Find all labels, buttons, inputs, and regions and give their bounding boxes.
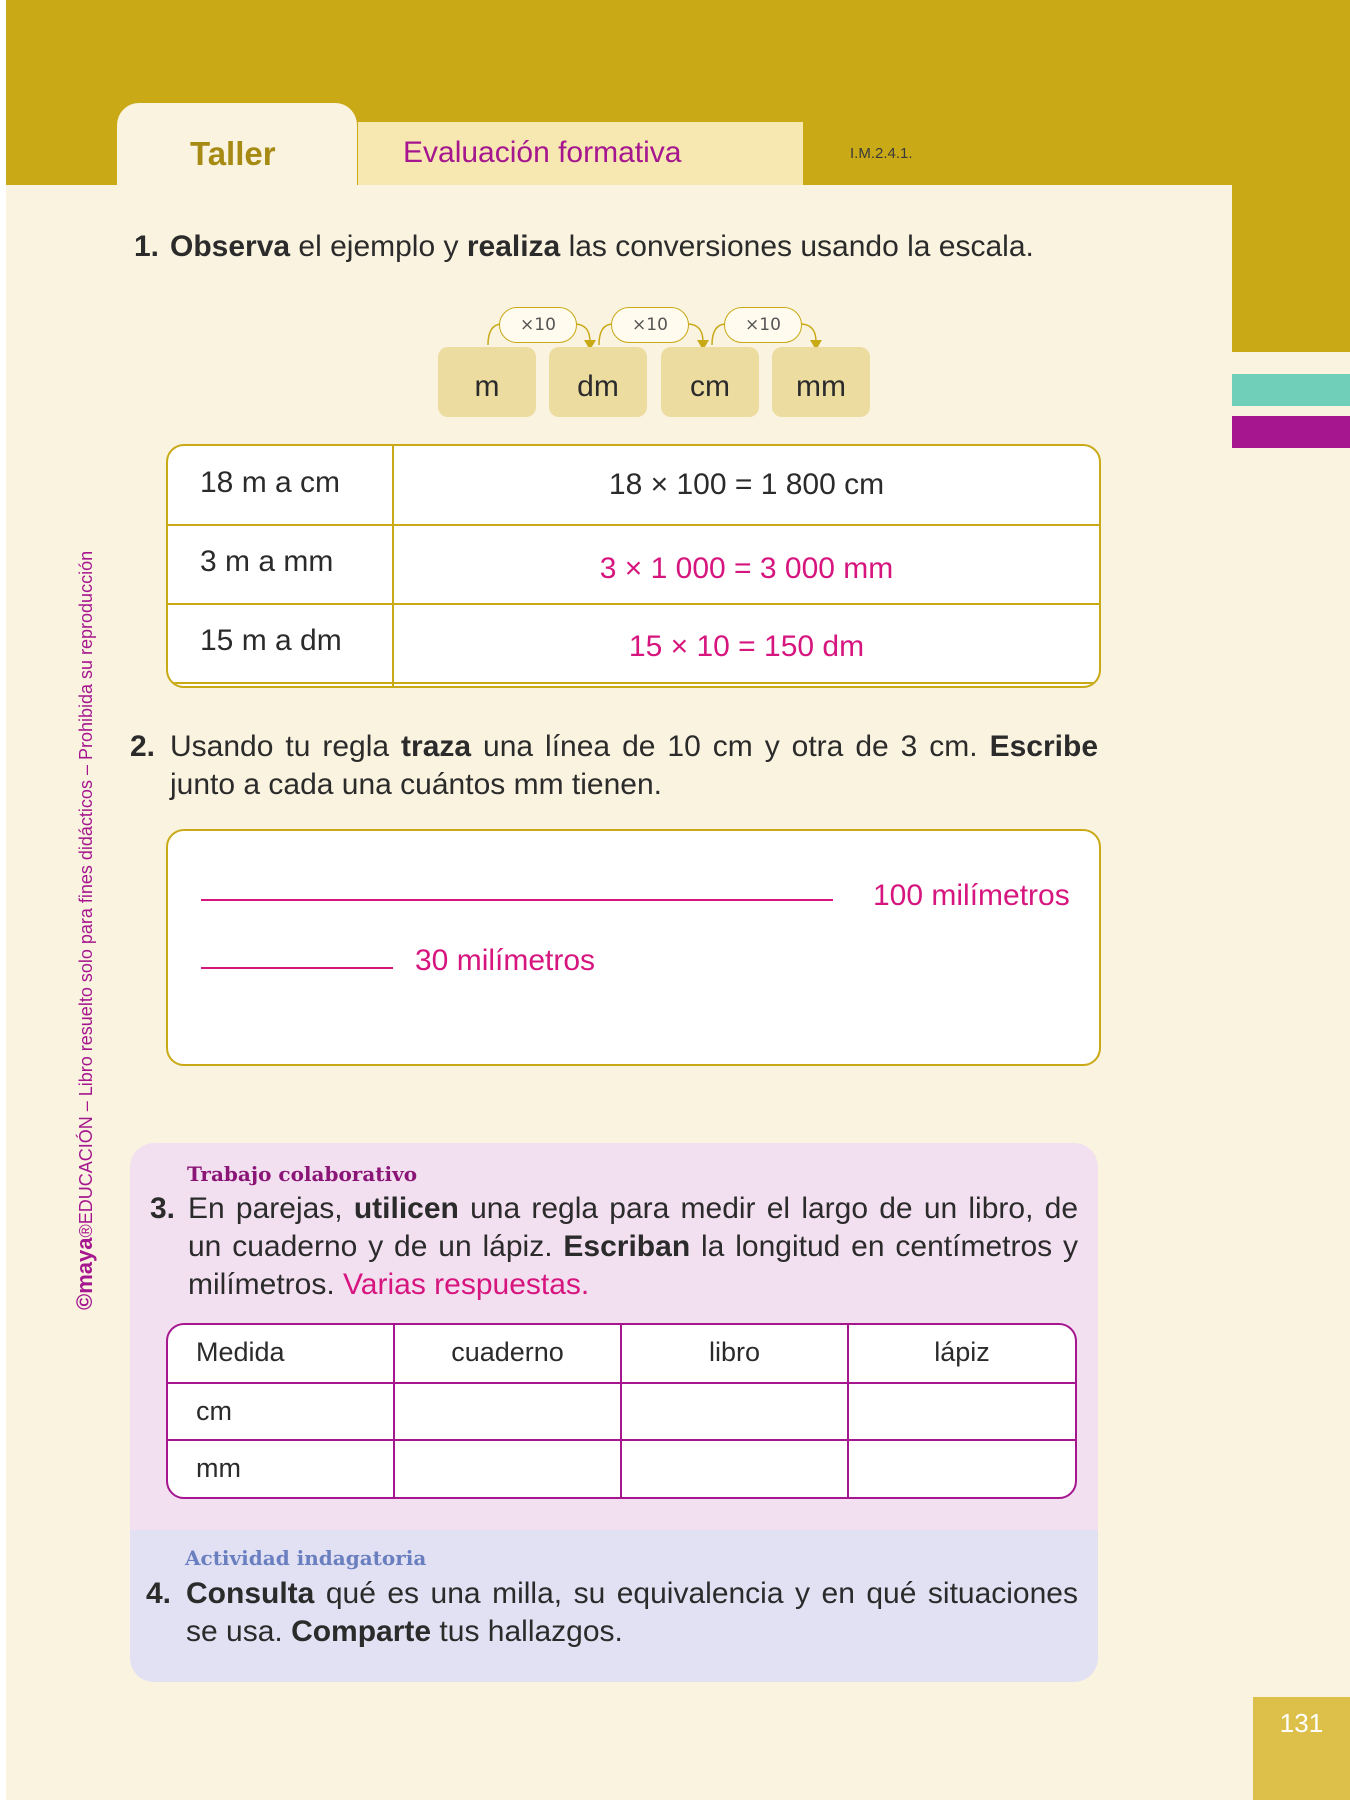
indicator-code: I.M.2.4.1. <box>850 145 913 162</box>
table-header <box>395 1325 622 1382</box>
table-row <box>168 1384 1075 1441</box>
table-cell[interactable] <box>622 1384 849 1439</box>
question-text: tus hallazgos. <box>431 1615 623 1648</box>
conversion-answer: 15 × 10 = 150 dm <box>628 630 865 663</box>
keyword: Escribe <box>989 730 1099 763</box>
question-text: una línea de 10 cm y otra de 3 cm. <box>471 730 990 763</box>
table-cell <box>168 1441 395 1497</box>
question-text: qué es una milla, su equivalencia y en qué situaciones se usa. <box>186 1577 1078 1648</box>
header-label: lápiz <box>934 1337 990 1367</box>
row-label: mm <box>196 1453 241 1483</box>
drawing-box <box>166 829 1101 1066</box>
table-cell[interactable] <box>849 1384 1075 1439</box>
header-label: Medida <box>196 1337 285 1367</box>
question-2 <box>130 728 1099 804</box>
table-row <box>168 604 1099 684</box>
table-cell <box>168 1384 395 1439</box>
keyword: realiza <box>466 230 561 263</box>
question-text: junto a cada una cuántos mm tienen. <box>170 768 662 801</box>
keyword: traza <box>401 730 472 763</box>
multiplier-badge: ×10 <box>611 307 689 343</box>
multiplier-badge: ×10 <box>499 307 577 343</box>
question-number: 1. <box>134 230 160 263</box>
question-4 <box>146 1575 1078 1651</box>
table-row <box>168 446 1099 526</box>
question-number: 4. <box>146 1577 172 1610</box>
question-text: En parejas, <box>188 1192 354 1225</box>
page-number: 131 <box>1253 1697 1350 1800</box>
tab-taller-label: Taller <box>190 135 276 172</box>
unit-box-cm: cm <box>661 347 759 417</box>
question-3 <box>150 1190 1078 1304</box>
keyword: Observa <box>170 230 291 263</box>
table-row <box>168 1441 1075 1497</box>
conversion-label: 18 m a cm <box>200 466 341 499</box>
table-row <box>168 525 1099 605</box>
question-text: el ejemplo y <box>290 230 467 263</box>
table-cell[interactable] <box>395 1441 622 1497</box>
unit-box-dm: dm <box>549 347 647 417</box>
tab-evaluacion-label: Evaluación formativa <box>403 136 682 169</box>
question-text: las conversiones usando la escala. <box>560 230 1034 263</box>
table-header <box>622 1325 849 1382</box>
table-cell[interactable] <box>849 1441 1075 1497</box>
line-10cm-label: 100 milímetros <box>873 879 1070 912</box>
section-title-collab: Trabajo colaborativo <box>187 1162 418 1186</box>
measurement-table <box>166 1323 1077 1499</box>
question-text: una regla para medir el largo de un libro, de un cuaderno y de un lápiz. <box>188 1192 1078 1263</box>
conversion-label: 3 m a mm <box>200 545 334 578</box>
multiplier-badge: ×10 <box>724 307 802 343</box>
conversion-table <box>166 444 1101 688</box>
keyword: Comparte <box>291 1615 432 1648</box>
row-label: cm <box>196 1396 232 1426</box>
column-divider <box>392 446 394 686</box>
keyword: utilicen <box>353 1192 459 1225</box>
conversion-answer: 3 × 1 000 = 3 000 mm <box>599 552 894 585</box>
question-number: 2. <box>130 730 156 763</box>
conversion-answer: 18 × 100 = 1 800 cm <box>608 468 885 501</box>
table-header <box>168 1325 395 1382</box>
line-3cm <box>201 967 393 969</box>
table-header <box>849 1325 1075 1382</box>
unit-box-m: m <box>438 347 536 417</box>
keyword: Escriban <box>563 1230 691 1263</box>
question-text: Usando tu regla <box>170 730 402 763</box>
copyright-notice <box>72 551 98 1310</box>
header-label: cuaderno <box>451 1337 564 1367</box>
header-label: libro <box>708 1337 761 1367</box>
table-cell[interactable] <box>395 1384 622 1439</box>
answer-text: Varias respuestas. <box>343 1268 590 1301</box>
line-3cm-label: 30 milímetros <box>415 944 596 977</box>
line-10cm <box>201 899 833 901</box>
brand-name: ©maya <box>72 1237 97 1310</box>
conversion-label: 15 m a dm <box>200 624 342 657</box>
keyword: Consulta <box>186 1577 315 1610</box>
unit-box-mm: mm <box>772 347 870 417</box>
table-header-row <box>168 1325 1075 1384</box>
question-text: la longitud en centímetros y milímetros. <box>188 1230 1078 1301</box>
section-title-indag: Actividad indagatoria <box>185 1546 427 1570</box>
copyright-text: ®EDUCACIÓN – Libro resuelto solo para fines didácticos – Prohibida su reproducción <box>76 550 96 1238</box>
table-cell[interactable] <box>622 1441 849 1497</box>
question-number: 3. <box>150 1192 176 1225</box>
